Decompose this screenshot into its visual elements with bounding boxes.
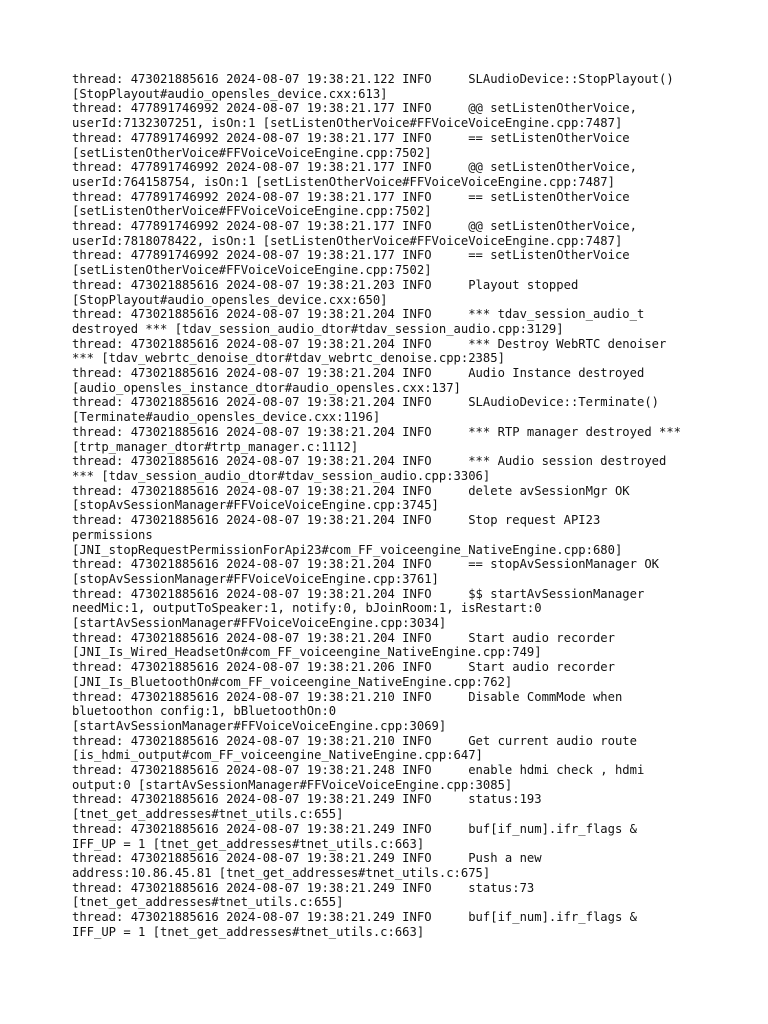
log-line: userId:7132307251, isOn:1 [setListenOtherVoice#FFVoiceVoiceEngine.cpp:7487] [72,116,623,131]
log-line: thread: 473021885616 2024-08-07 19:38:21.249 INFO buf[if_num].ifr_flags & [72,821,637,836]
log-line: thread: 473021885616 2024-08-07 19:38:21.249 INFO Push a new [72,851,542,866]
log-line: thread: 473021885616 2024-08-07 19:38:21.122 INFO SLAudioDevice::StopPlayout() [72,72,674,86]
log-line: [StopPlayout#audio_opensles_device.cxx:613] [72,86,388,101]
log-line: *** [tdav_session_audio_dtor#tdav_session_audio.cpp:3306] [72,468,491,483]
log-line: [trtp_manager_dtor#trtp_manager.c:1112] [72,439,359,454]
log-line: [Terminate#audio_opensles_device.cxx:1196] [72,410,381,425]
log-line: thread: 473021885616 2024-08-07 19:38:21.204 INFO SLAudioDevice::Terminate() [72,395,659,410]
log-body [72,72,732,939]
log-line: [StopPlayout#audio_opensles_device.cxx:650] [72,292,388,307]
log-document [72,72,732,939]
log-line: thread: 473021885616 2024-08-07 19:38:21.204 INFO $$ startAvSessionManager [72,586,645,601]
log-line: userId:7818078422, isOn:1 [setListenOtherVoice#FFVoiceVoiceEngine.cpp:7487] [72,233,623,248]
log-line: [startAvSessionManager#FFVoiceVoiceEngine.cpp:3069] [72,718,447,733]
log-line: [tnet_get_addresses#tnet_utils.c:655] [72,807,344,822]
log-line: thread: 473021885616 2024-08-07 19:38:21.248 INFO enable hdmi check , hdmi [72,763,645,778]
log-line: [setListenOtherVoice#FFVoiceVoiceEngine.cpp:7502] [72,263,432,278]
log-line: [JNI_Is_BluetoothOn#com_FF_voiceengine_NativeEngine.cpp:762] [72,674,513,689]
log-line: [JNI_Is_Wired_HeadsetOn#com_FF_voiceengine_NativeEngine.cpp:749] [72,645,542,660]
log-line: permissions [72,527,153,542]
log-line: thread: 473021885616 2024-08-07 19:38:21.204 INFO *** tdav_session_audio_t [72,307,645,322]
log-line: thread: 473021885616 2024-08-07 19:38:21.210 INFO Get current audio route [72,733,637,748]
log-line: thread: 473021885616 2024-08-07 19:38:21.206 INFO Start audio recorder [72,660,615,675]
log-line: *** [tdav_webrtc_denoise_dtor#tdav_webrtc_denoise.cpp:2385] [72,351,505,366]
log-line: thread: 477891746992 2024-08-07 19:38:21.177 INFO == setListenOtherVoice [72,189,630,204]
log-line: thread: 473021885616 2024-08-07 19:38:21.204 INFO delete avSessionMgr OK [72,483,630,498]
log-line: [JNI_stopRequestPermissionForApi23#com_FF_voiceengine_NativeEngine.cpp:680] [72,542,623,557]
log-line: thread: 473021885616 2024-08-07 19:38:21.204 INFO *** Audio session destroyed [72,454,667,469]
log-line: thread: 473021885616 2024-08-07 19:38:21.204 INFO == stopAvSessionManager OK [72,557,659,572]
log-line: thread: 473021885616 2024-08-07 19:38:21.204 INFO *** Destroy WebRTC denoiser [72,336,667,351]
log-line: needMic:1, outputToSpeaker:1, notify:0, bJoinRoom:1, isRestart:0 [72,601,542,616]
log-line: thread: 477891746992 2024-08-07 19:38:21.177 INFO @@ setListenOtherVoice, [72,219,637,234]
log-line: [startAvSessionManager#FFVoiceVoiceEngine.cpp:3034] [72,616,447,631]
log-line: address:10.86.45.81 [tnet_get_addresses#tnet_utils.c:675] [72,865,491,880]
log-line: destroyed *** [tdav_session_audio_dtor#tdav_session_audio.cpp:3129] [72,321,564,336]
log-line: thread: 473021885616 2024-08-07 19:38:21.204 INFO Audio Instance destroyed [72,366,645,381]
log-line: thread: 473021885616 2024-08-07 19:38:21.249 INFO status:73 [72,880,535,895]
log-line: [setListenOtherVoice#FFVoiceVoiceEngine.cpp:7502] [72,204,432,219]
log-line: [is_hdmi_output#com_FF_voiceengine_NativeEngine.cpp:647] [72,748,483,763]
log-line: [tnet_get_addresses#tnet_utils.c:655] [72,895,344,910]
log-line: thread: 477891746992 2024-08-07 19:38:21.177 INFO == setListenOtherVoice [72,248,630,263]
log-line: [stopAvSessionManager#FFVoiceVoiceEngine.cpp:3761] [72,571,439,586]
log-line: [audio_opensles_instance_dtor#audio_opensles.cxx:137] [72,380,461,395]
log-line: thread: 473021885616 2024-08-07 19:38:21.210 INFO Disable CommMode when [72,689,623,704]
log-line: thread: 477891746992 2024-08-07 19:38:21.177 INFO @@ setListenOtherVoice, [72,160,637,175]
log-line: [setListenOtherVoice#FFVoiceVoiceEngine.cpp:7502] [72,145,432,160]
log-line: thread: 473021885616 2024-08-07 19:38:21.204 INFO *** RTP manager destroyed *** [72,424,682,439]
log-line: thread: 473021885616 2024-08-07 19:38:21.249 INFO buf[if_num].ifr_flags & [72,910,637,925]
log-line: bluetoothon config:1, bBluetoothOn:0 [72,704,337,719]
log-line: thread: 473021885616 2024-08-07 19:38:21.204 INFO Start audio recorder [72,630,615,645]
log-line: IFF_UP = 1 [tnet_get_addresses#tnet_utils.c:663] [72,924,425,939]
log-line: output:0 [startAvSessionManager#FFVoiceVoiceEngine.cpp:3085] [72,777,513,792]
log-line: userId:764158754, isOn:1 [setListenOtherVoice#FFVoiceVoiceEngine.cpp:7487] [72,174,615,189]
log-line: thread: 477891746992 2024-08-07 19:38:21.177 INFO == setListenOtherVoice [72,130,630,145]
log-line: thread: 473021885616 2024-08-07 19:38:21.204 INFO Stop request API23 [72,513,601,528]
log-line: thread: 473021885616 2024-08-07 19:38:21.249 INFO status:193 [72,792,542,807]
log-line: [stopAvSessionManager#FFVoiceVoiceEngine.cpp:3745] [72,498,439,513]
log-line: thread: 477891746992 2024-08-07 19:38:21.177 INFO @@ setListenOtherVoice, [72,101,637,116]
log-line: IFF_UP = 1 [tnet_get_addresses#tnet_utils.c:663] [72,836,425,851]
log-line: thread: 473021885616 2024-08-07 19:38:21.203 INFO Playout stopped [72,277,579,292]
